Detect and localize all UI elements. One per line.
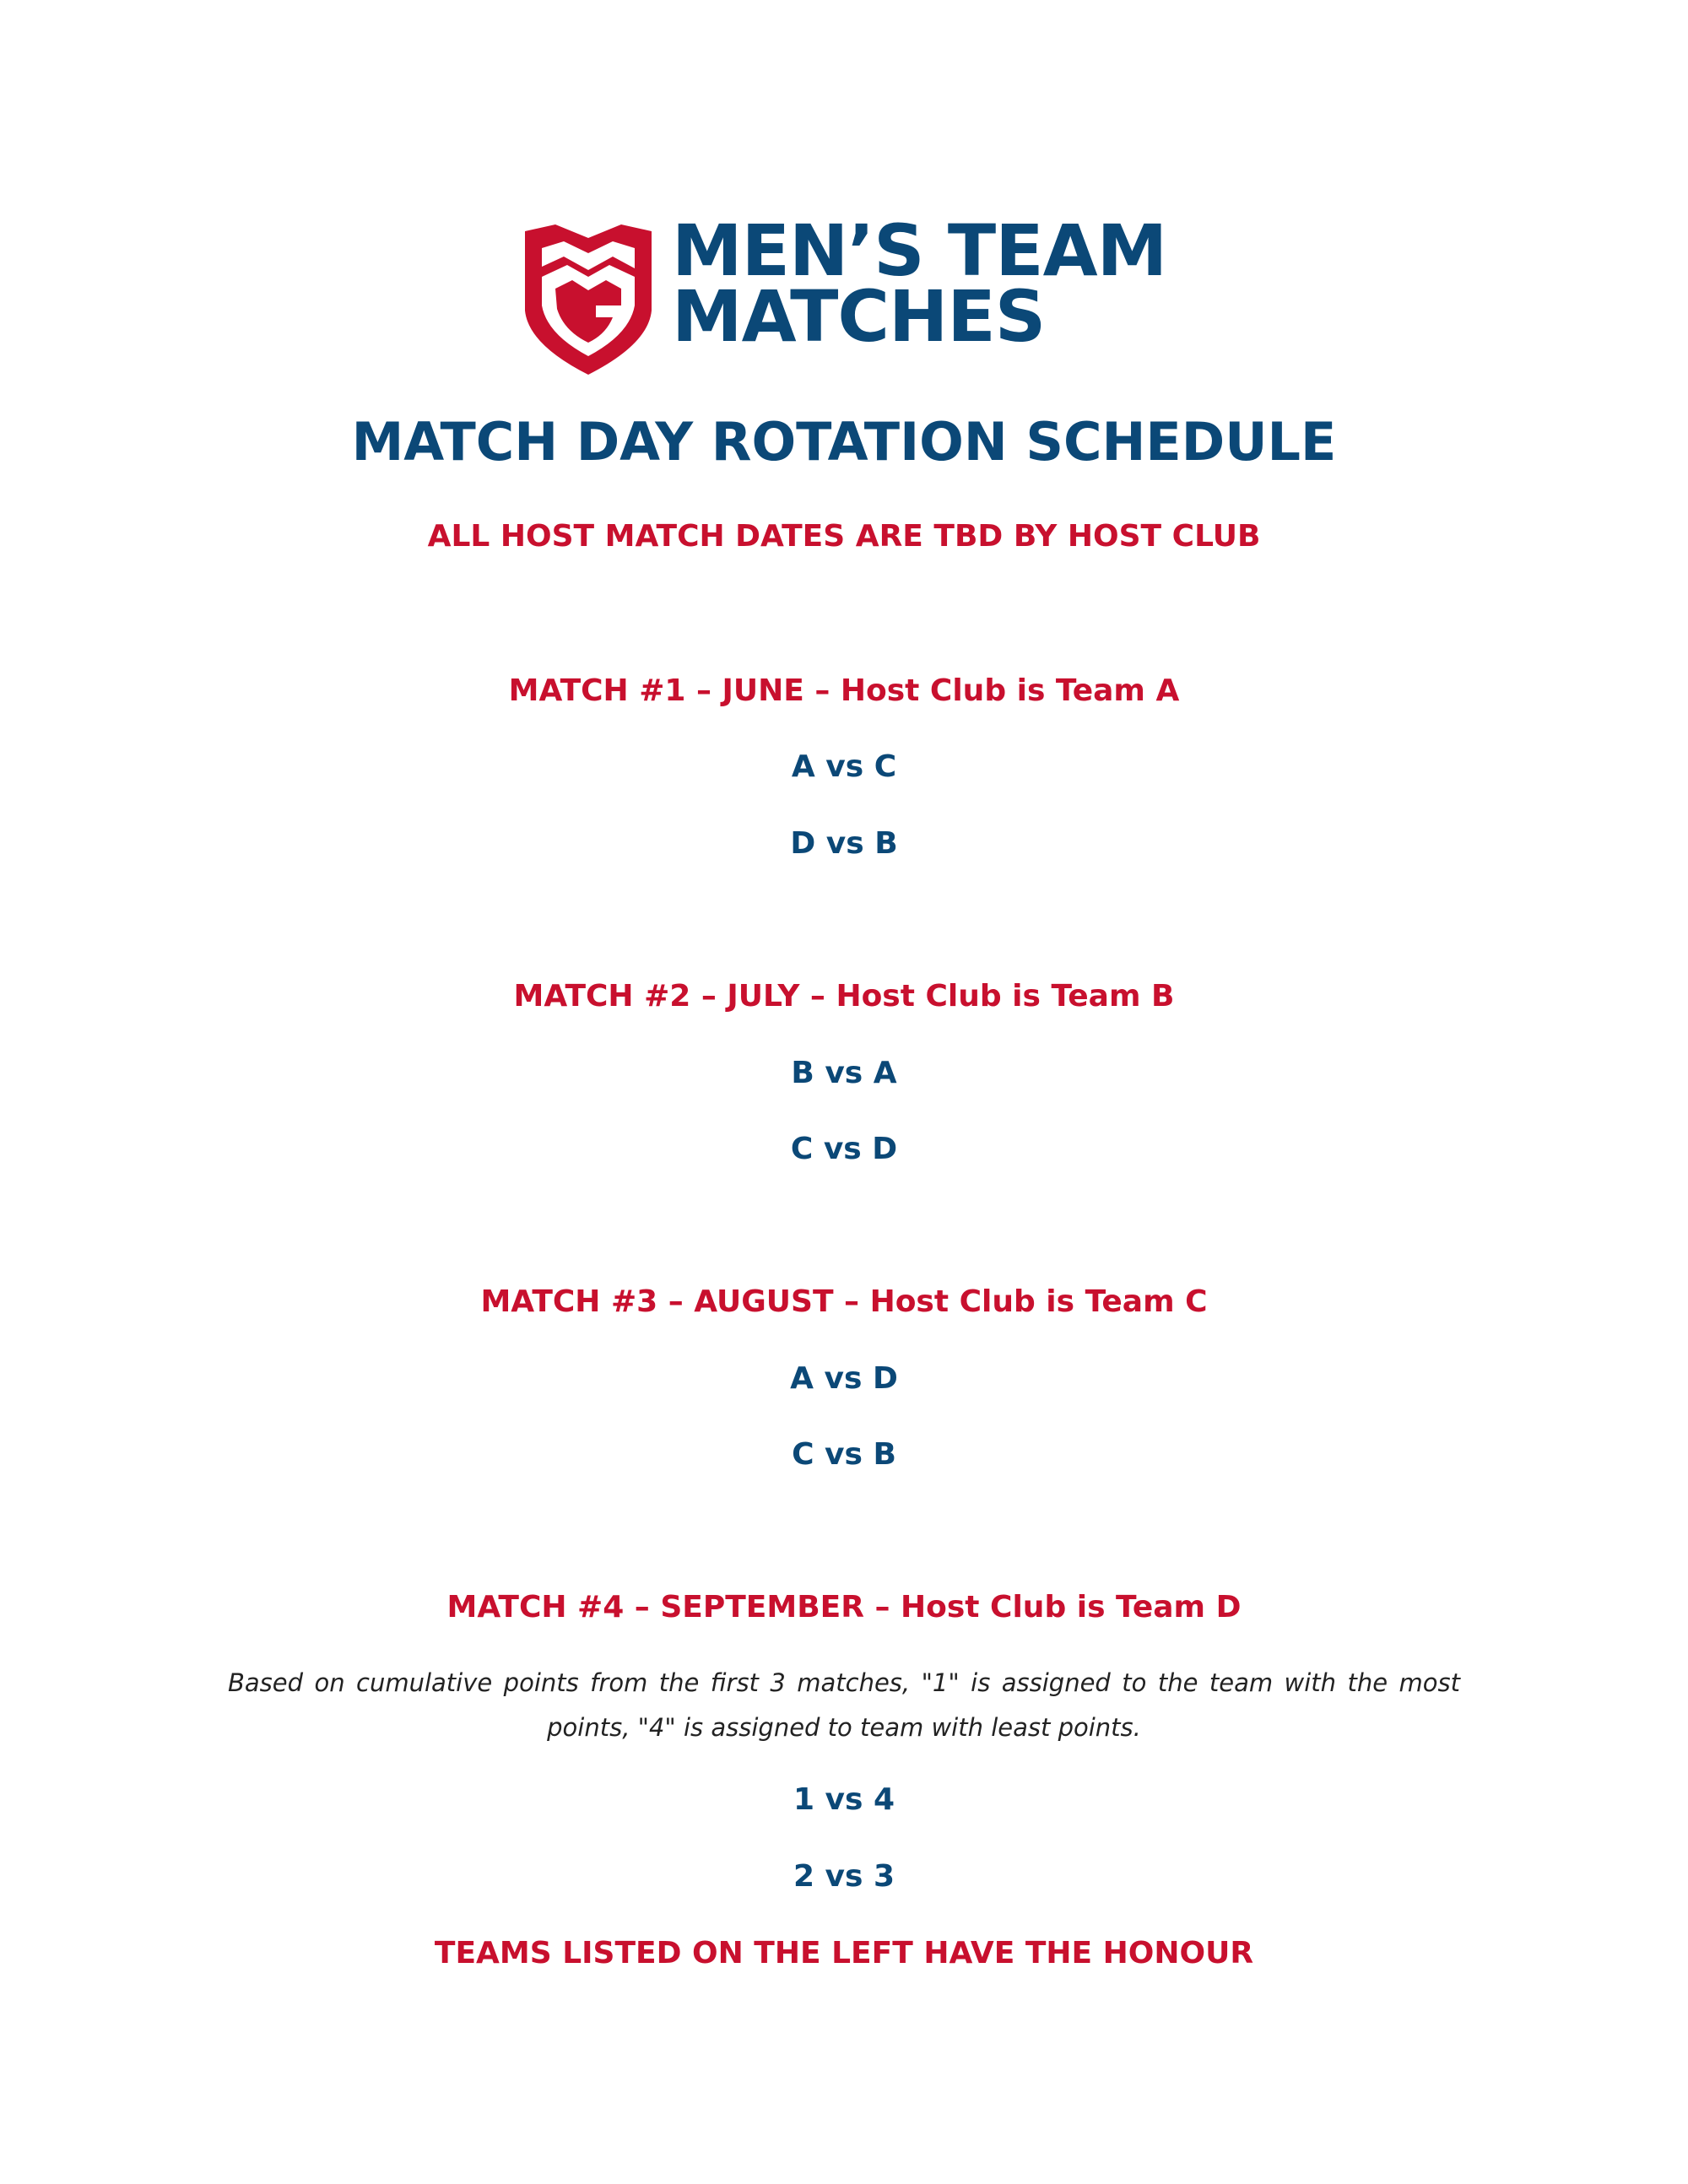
match-heading: MATCH #3 – AUGUST – Host Club is Team C — [480, 1284, 1208, 1319]
subtitle: ALL HOST MATCH DATES ARE TBD BY HOST CLUB — [427, 519, 1261, 554]
match-pairing: 2 vs 3 — [793, 1859, 895, 1894]
match-pairing: A vs C — [791, 749, 897, 784]
logo-wordmark — [672, 209, 1178, 358]
match-heading: MATCH #1 – JUNE – Host Club is Team A — [508, 673, 1180, 708]
match-pairing: B vs A — [791, 1056, 897, 1090]
match-pairing: D vs B — [790, 826, 898, 861]
footer-note: TEAMS LISTED ON THE LEFT HAVE THE HONOUR — [434, 1936, 1254, 1970]
match-heading: MATCH #2 – JULY – Host Club is Team B — [513, 979, 1175, 1014]
match-pairing: 1 vs 4 — [793, 1782, 895, 1817]
match-note: Based on cumulative points from the first 3 matches, "1" is assigned to the team with the most points, "4" is assigned to team with least points. — [228, 1668, 1460, 1742]
logo — [522, 209, 1167, 378]
match-pairing: C vs D — [790, 1132, 898, 1166]
logo-line-2: MATCHES — [672, 275, 1046, 358]
shield-logo-icon — [522, 218, 655, 378]
match-pairing: C vs B — [792, 1437, 896, 1472]
page-title: MATCH DAY ROTATION SCHEDULE — [351, 411, 1337, 473]
match-heading: MATCH #4 – SEPTEMBER – Host Club is Team D — [446, 1590, 1242, 1624]
match-pairing: A vs D — [790, 1361, 898, 1396]
logo-line-1: MEN’S TEAM — [672, 209, 1167, 292]
